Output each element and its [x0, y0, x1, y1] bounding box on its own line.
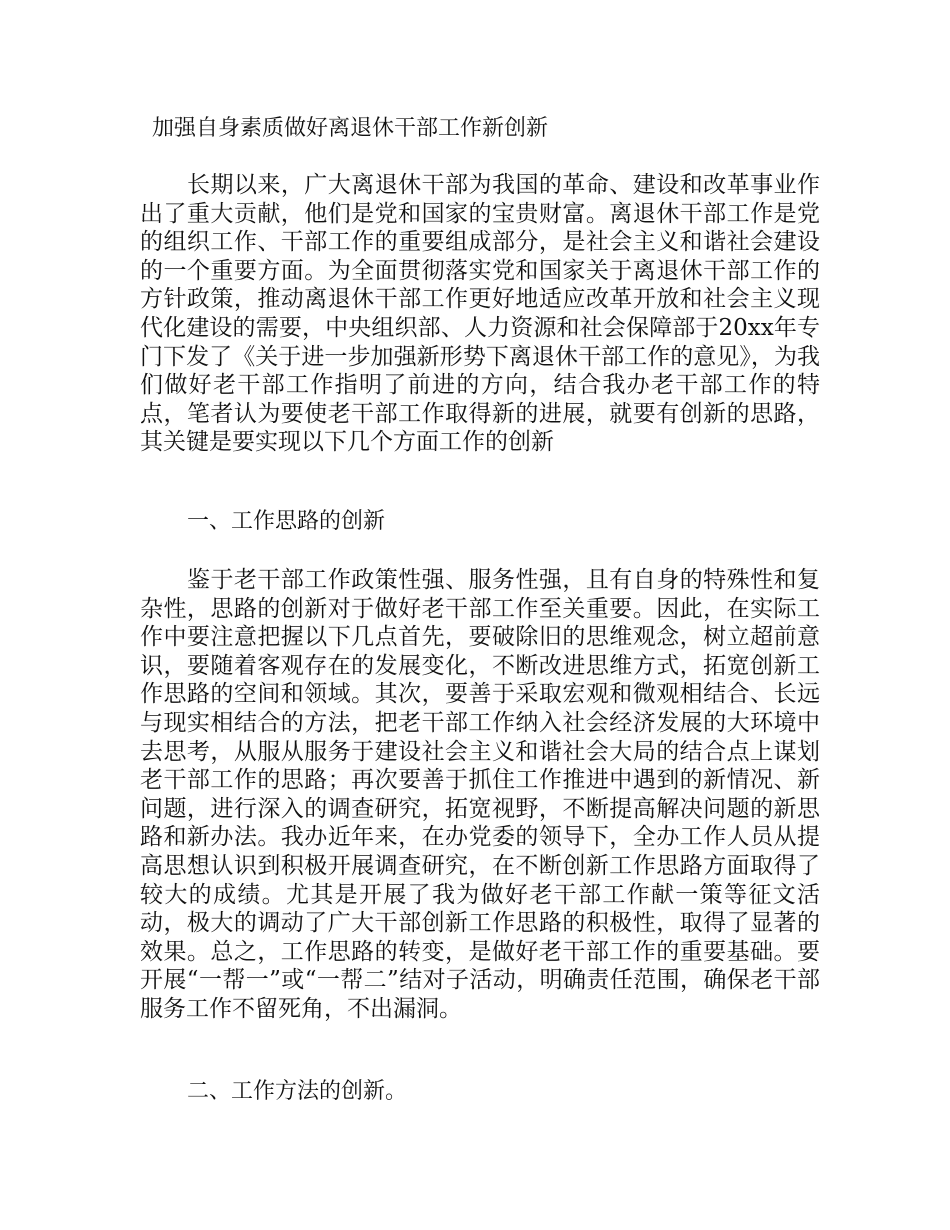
document-title: 加强自身素质做好离退休干部工作新创新 — [152, 116, 549, 141]
intro-paragraph: 长期以来，广大离退休干部为我国的革命、建设和改革事业作出了重大贡献，他们是党和国家的宝贵财富。离退休干部工作是党的组织工作、干部工作的重要组成部分，是社会主义和谐社会建设的一个重要方面。为全面贯彻落实党和国家关于离退休干部工作的方针政策，推动离退休干部工作更好地适应改革开放和社会主义现代化建设的需要，中央组织部、人力资源和社会保障部于20xx年专门下发了《关于进一步加强新形势下离退休干部工作的意见》，为我们做好老干部工作指明了前进的方向，结合我办老干部工作的特点，笔者认为要使老干部工作取得新的进展，就要有创新的思路，其关键是要实现以下几个方面工作的创新 — [140, 172, 820, 456]
section-heading-2: 二、工作方法的创新。 — [187, 1079, 408, 1104]
section-heading-1: 一、工作思路的创新 — [187, 509, 386, 534]
section-paragraph-1: 鉴于老干部工作政策性强、服务性强，且有自身的特殊性和复杂性，思路的创新对于做好老干部工作至关重要。因此，在实际工作中要注意把握以下几点首先，要破除旧的思维观念，树立超前意识，要随着客观存在的发展变化，不断改进思维方式，拓宽创新工作思路的空间和领域。其次，要善于采取宏观和微观相结合、长远与现实相结合的方法，把老干部工作纳入社会经济发展的大环境中去思考，从服从服务于建设社会主义和谐社会大局的结合点上谋划老干部工作的思路；再次要善于抓住工作推进中遇到的新情况、新问题，进行深入的调查研究，拓宽视野，不断提高解决问题的新思路和新办法。我办近年来，在办党委的领导下，全办工作人员从提高思想认识到积极开展调查研究，在不断创新工作思路方面取得了较大的成绩。尤其是开展了我为做好老干部工作献一策等征文活动，极大的调动了广大干部创新工作思路的积极性，取得了显著的效果。总之，工作思路的转变，是做好老干部工作的重要基础。要开展“一帮一”或“一帮二”结对子活动，明确责任范围，确保老干部服务工作不留死角，不出漏洞。 — [140, 567, 820, 1022]
